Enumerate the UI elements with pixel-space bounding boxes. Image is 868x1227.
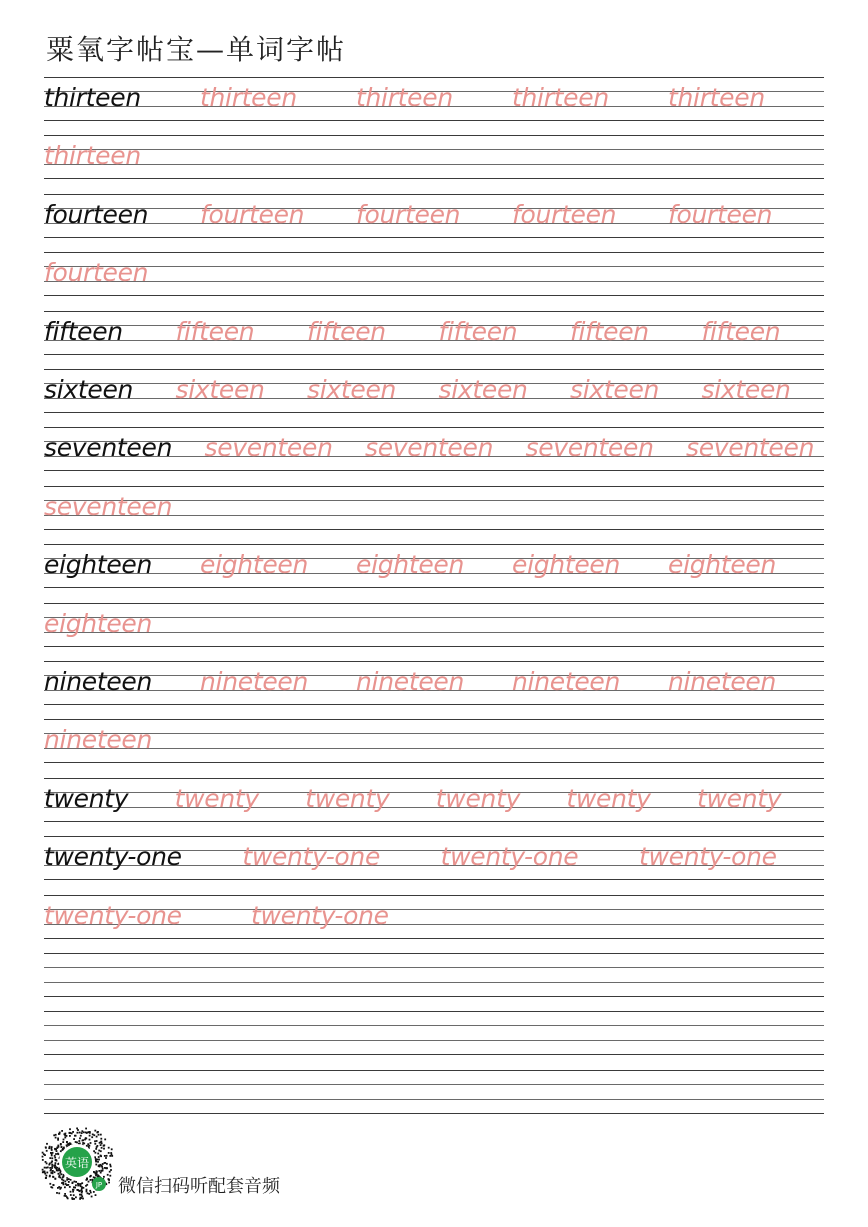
trace-word: seventeen [686, 433, 815, 463]
guide-line [44, 1025, 824, 1026]
model-word: fifteen [44, 316, 123, 346]
guide-line [44, 1011, 824, 1012]
trace-word: twenty [305, 783, 390, 813]
guide-line [44, 194, 824, 195]
trace-word: seventeen [365, 433, 494, 463]
trace-word: nineteen [200, 667, 309, 696]
guide-line [44, 529, 824, 530]
guide-line [44, 237, 824, 238]
guide-line [44, 982, 824, 983]
guide-line [44, 733, 824, 734]
guide-line [44, 632, 824, 633]
guide-line [44, 311, 824, 312]
guide-line [44, 427, 824, 428]
trace-word: eighteen [512, 550, 621, 580]
trace-word: nineteen [512, 667, 621, 696]
guide-line [44, 778, 824, 779]
trace-word: eighteen [44, 608, 153, 638]
trace-word: thirteen [44, 141, 141, 171]
model-word: twenty-one [44, 842, 182, 872]
guide-line [44, 996, 824, 997]
practice-row [44, 77, 824, 121]
footer-text: 微信扫码听配套音频 [118, 1176, 280, 1197]
guide-line [44, 617, 824, 618]
guide-line [44, 544, 824, 545]
trace-word: eighteen [200, 550, 309, 580]
practice-row [44, 427, 824, 471]
guide-line [44, 953, 824, 954]
guide-line [44, 412, 824, 413]
practice-row [44, 486, 824, 530]
guide-line [44, 1054, 824, 1055]
trace-word: fifteen [570, 316, 649, 346]
trace-word: twenty-one [440, 842, 579, 872]
practice-row [44, 1070, 824, 1114]
guide-line [44, 646, 824, 647]
trace-word: twenty [435, 783, 521, 813]
guide-line [44, 281, 824, 282]
trace-word: seventeen [44, 491, 173, 521]
model-word: seventeen [44, 433, 173, 463]
trace-word: fourteen [200, 199, 305, 229]
guide-line [44, 1084, 824, 1085]
trace-word: seventeen [525, 433, 654, 463]
trace-word: fourteen [356, 199, 461, 229]
trace-word: sixteen [175, 375, 265, 404]
trace-word: fifteen [438, 316, 518, 346]
guide-line [44, 295, 824, 296]
model-word: twenty [44, 783, 129, 813]
trace-word: thirteen [668, 83, 765, 112]
model-word: eighteen [44, 550, 153, 580]
guide-line [44, 762, 824, 763]
guide-line [44, 821, 824, 822]
guide-line [44, 603, 824, 604]
trace-word: twenty-one [44, 900, 182, 930]
trace-word: fifteen [701, 316, 781, 346]
trace-word: fifteen [307, 316, 386, 346]
guide-line [44, 120, 824, 121]
guide-line [44, 967, 824, 968]
practice-row [44, 661, 824, 705]
practice-sheet [44, 77, 824, 1117]
guide-line [44, 704, 824, 705]
guide-line [44, 1070, 824, 1071]
trace-word: twenty [697, 783, 782, 813]
trace-word: eighteen [668, 550, 777, 580]
guide-line [44, 149, 824, 150]
trace-word: thirteen [200, 83, 297, 112]
trace-word: fourteen [668, 199, 773, 229]
guide-line [44, 1099, 824, 1100]
guide-line [44, 164, 824, 165]
qr-code-icon [40, 1126, 114, 1200]
qr-corner-label: JP [95, 1181, 103, 1189]
trace-word: sixteen [570, 375, 660, 404]
trace-word: nineteen [668, 667, 777, 696]
footer [40, 1126, 440, 1206]
practice-row [44, 953, 824, 997]
guide-line [44, 77, 824, 78]
guide-line [44, 895, 824, 896]
model-word: nineteen [44, 667, 153, 696]
practice-row [44, 369, 824, 413]
trace-word: thirteen [356, 83, 453, 112]
trace-word: nineteen [44, 725, 153, 755]
trace-word: fourteen [44, 258, 149, 288]
trace-word: seventeen [204, 433, 333, 463]
guide-line [44, 836, 824, 837]
guide-line [44, 719, 824, 720]
guide-line [44, 178, 824, 179]
trace-word: eighteen [356, 550, 465, 580]
guide-line [44, 470, 824, 471]
guide-line [44, 1040, 824, 1041]
guide-line [44, 266, 824, 267]
practice-row [44, 778, 824, 822]
practice-row [44, 836, 824, 880]
qr-badge-label: 英语 [64, 1156, 90, 1170]
trace-word: twenty [174, 783, 259, 813]
page-title: 粟氧字帖宝—单词字帖 [46, 33, 347, 66]
trace-word: sixteen [701, 375, 791, 404]
guide-line [44, 135, 824, 136]
model-word: thirteen [44, 83, 141, 112]
trace-word: fifteen [175, 316, 255, 346]
trace-word: twenty-one [251, 900, 389, 930]
guide-line [44, 938, 824, 939]
trace-word: thirteen [512, 83, 609, 112]
guide-line [44, 369, 824, 370]
trace-word: nineteen [356, 667, 465, 696]
practice-row [44, 603, 824, 647]
practice-row [44, 895, 824, 939]
practice-row [44, 544, 824, 588]
practice-row [44, 311, 824, 355]
guide-line [44, 587, 824, 588]
practice-row [44, 194, 824, 238]
guide-line [44, 486, 824, 487]
practice-row [44, 719, 824, 763]
trace-word: sixteen [307, 375, 397, 404]
trace-word: twenty [566, 783, 651, 813]
practice-row [44, 1011, 824, 1055]
guide-line [44, 252, 824, 253]
guide-line [44, 354, 824, 355]
trace-word: fourteen [512, 199, 617, 229]
guide-line [44, 661, 824, 662]
model-word: sixteen [44, 375, 134, 404]
trace-word: twenty-one [242, 842, 381, 872]
model-word: fourteen [44, 199, 149, 229]
practice-row [44, 252, 824, 296]
trace-word: twenty-one [639, 842, 777, 872]
practice-row [44, 135, 824, 179]
guide-line [44, 879, 824, 880]
trace-word: sixteen [438, 375, 528, 404]
guide-line [44, 1113, 824, 1114]
guide-line [44, 748, 824, 749]
